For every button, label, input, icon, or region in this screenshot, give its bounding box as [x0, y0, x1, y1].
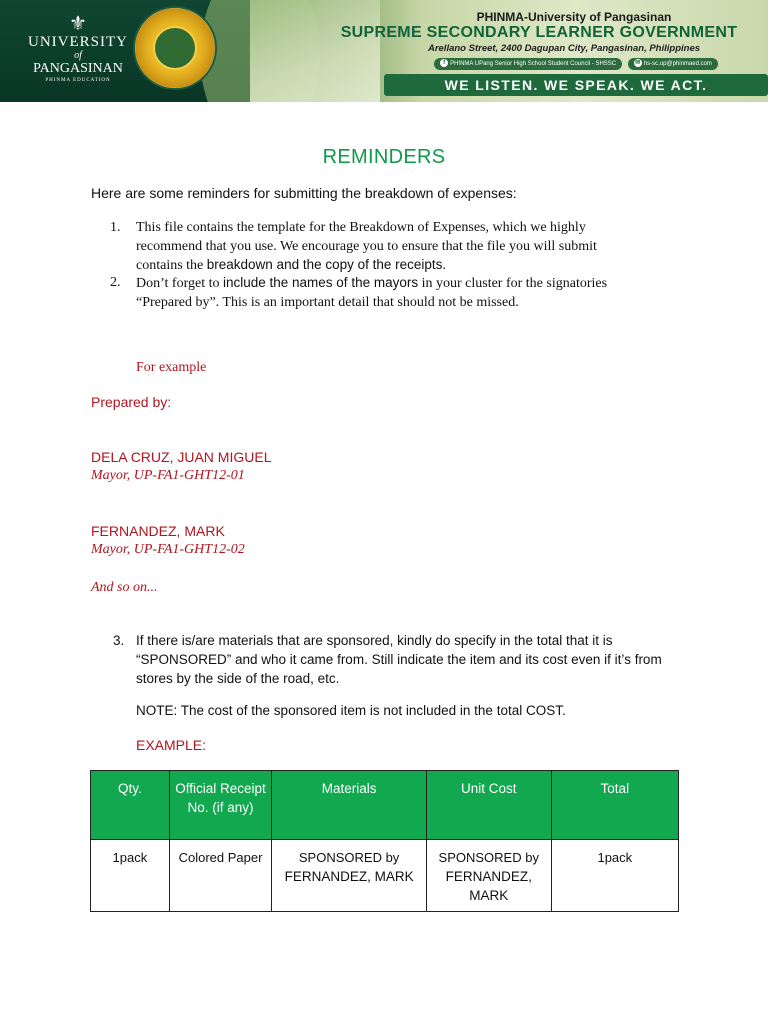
signatory-role: Mayor, UP-FA1-GHT12-01 [91, 468, 245, 483]
list-text [136, 274, 644, 312]
note-text: NOTE: The cost of the sponsored item is not included in the total COST. [136, 703, 566, 718]
list-number: 2. [110, 275, 121, 290]
cell-materials [272, 840, 427, 912]
page-title: REMINDERS [322, 146, 446, 168]
cell-qty: 1pack [91, 840, 170, 912]
table-row [91, 840, 679, 912]
council-name: SUPREME SECONDARY LEARNER GOVERNMENT [340, 24, 738, 41]
logo-line-university: UNIVERSITY [28, 34, 128, 50]
header-banner [0, 0, 768, 102]
column-header-materials: Materials [272, 771, 427, 840]
logo-line-pangasinan: PANGASINAN [33, 61, 123, 76]
seal-inner-emblem [153, 26, 197, 70]
item2-bold-text: include the names of the mayors [222, 275, 419, 290]
prepared-by-label: Prepared by: [91, 394, 172, 410]
list-text [136, 219, 644, 276]
column-header-total: Total [551, 771, 678, 840]
banner-text-block [340, 0, 768, 102]
column-header-unit-cost: Unit Cost [426, 771, 551, 840]
signatory-name: DELA CRUZ, JUAN MIGUEL [91, 449, 272, 465]
cell-receipt: Colored Paper [169, 840, 272, 912]
tagline-bar: WE LISTEN. WE SPEAK. WE ACT. [384, 74, 768, 96]
university-logo [28, 14, 128, 86]
social-links [384, 58, 768, 70]
item1-text: This file contains the template for the Breakdown of Expenses, which we highly recommend that you use. We encourage you to ensure that the file you will submit contains the [136, 220, 597, 273]
facebook-label: PHINMA UPang Senior High School Student Council - SHSSC [450, 61, 617, 67]
council-seal-icon [133, 6, 217, 90]
example-label: EXAMPLE: [136, 737, 207, 753]
item1-bold-text: breakdown and the copy of the receipts. [206, 257, 447, 272]
list-number: 3. [113, 633, 125, 648]
address: Arellano Street, 2400 Dagupan City, Pangasinan, Philippines [427, 43, 701, 54]
item2-text-end: in your cluster for the signatories “Prepared by”. This is an important detail that should not be missed. [136, 276, 608, 310]
for-example-label: For example [136, 360, 207, 375]
cell-unit-cost-line1: SPONSORED by [438, 850, 539, 865]
signatory-role: Mayor, UP-FA1-GHT12-02 [91, 542, 245, 557]
logo-line-of: of [74, 50, 82, 61]
org-name: PHINMA-University of Pangasinan [476, 10, 672, 24]
email-icon: ✉ [635, 60, 641, 67]
list-number: 1. [110, 220, 121, 235]
item2-text-start: Don’t forget to [136, 276, 223, 291]
logo-line-phinma: PHINMA EDUCATION [45, 78, 111, 83]
crest-icon: ⚜ [69, 13, 87, 35]
signatory-name: FERNANDEZ, MARK [91, 523, 225, 539]
cell-total: 1pack [551, 840, 678, 912]
cell-unit-cost-line2: FERNANDEZ, MARK [445, 869, 532, 903]
email-pill[interactable] [628, 58, 718, 70]
cell-materials-line1: SPONSORED by [298, 850, 400, 865]
email-label: hs-sc.up@phinmaed.com [643, 61, 712, 67]
cell-unit-cost [426, 840, 551, 912]
facebook-pill[interactable] [434, 58, 622, 70]
table-header-row [91, 771, 679, 840]
intro-text: Here are some reminders for submitting the breakdown of expenses: [91, 185, 517, 201]
column-header-receipt: Official Receipt No. (if any) [169, 771, 272, 840]
list-text: If there is/are materials that are sponsored, kindly do specify in the total that it is “SPONSORED” and who it came from. Still indicate the item and its cost even if it’s from stores by the side of the road, etc. [136, 633, 662, 686]
column-header-qty: Qty. [91, 771, 170, 840]
cell-materials-line2: FERNANDEZ, MARK [284, 869, 414, 884]
expenses-table [90, 770, 679, 912]
and-so-on-text: And so on... [91, 580, 158, 595]
facebook-icon: f [440, 59, 448, 67]
